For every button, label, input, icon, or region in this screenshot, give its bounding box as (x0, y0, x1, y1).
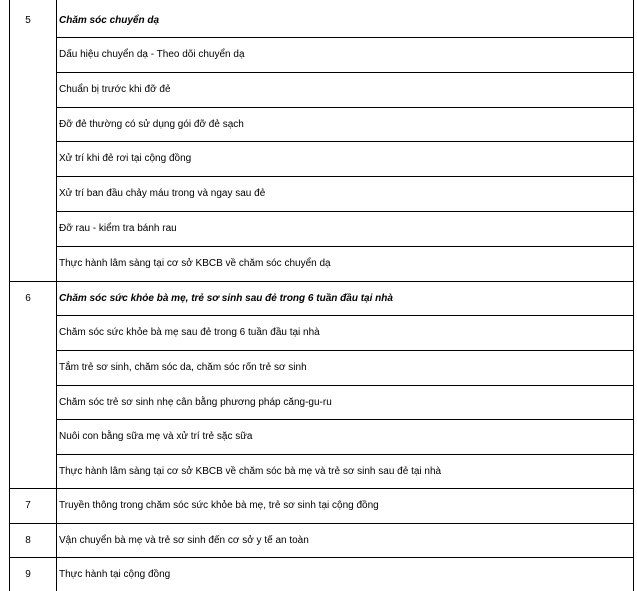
row-text: Vận chuyển bà mẹ và trẻ sơ sinh đến cơ sở y tế an toàn (59, 534, 309, 546)
section-title: Chăm sóc chuyển dạ (59, 14, 160, 26)
table-row (56, 419, 634, 453)
section-number: 5 (25, 14, 31, 26)
row-text: Tắm trẻ sơ sinh, chăm sóc da, chăm sóc rốn trẻ sơ sinh (59, 361, 307, 373)
table-row (56, 246, 634, 280)
row-text: Thực hành lâm sàng tại cơ sở KBCB về chăm sóc chuyển dạ (59, 257, 331, 269)
section-number: 8 (25, 534, 31, 546)
table-row (56, 315, 634, 349)
table-row (56, 141, 634, 175)
section-number: 7 (25, 499, 31, 511)
table-row (56, 385, 634, 419)
row-text: Đỡ rau - kiểm tra bánh rau (59, 222, 177, 234)
row-text: Truyền thông trong chăm sóc sức khỏe bà mẹ, trẻ sơ sinh tại cộng đồng (59, 499, 379, 511)
row-text: Nuôi con bằng sữa mẹ và xử trí trẻ sặc sữa (59, 430, 253, 442)
table-row (56, 72, 634, 106)
row-text: Đỡ đẻ thường có sử dụng gói đỡ đẻ sạch (59, 118, 244, 130)
row-text: Chăm sóc sức khỏe bà mẹ sau đẻ trong 6 tuần đầu tại nhà (59, 326, 320, 338)
row-text: Xử trí khi đẻ rơi tại cộng đồng (59, 152, 192, 164)
row-text: Dấu hiệu chuyển dạ - Theo dõi chuyển dạ (59, 48, 245, 60)
row-text: Chăm sóc trẻ sơ sinh nhẹ cân bằng phương pháp căng-gu-ru (59, 396, 332, 408)
table-row (56, 488, 634, 522)
section-number: 6 (25, 292, 31, 304)
row-text: Thực hành tại cộng đồng (59, 568, 171, 580)
table-row (56, 557, 634, 591)
section-title: Chăm sóc sức khỏe bà mẹ, trẻ sơ sinh sau đẻ trong 6 tuần đầu tại nhà (59, 292, 393, 304)
row-text: Thực hành lâm sàng tại cơ sở KBCB về chăm sóc bà mẹ và trẻ sơ sinh sau đẻ tại nhà (59, 465, 442, 477)
row-text: Xử trí ban đầu chảy máu trong và ngay sau đẻ (59, 187, 266, 199)
table-row (56, 176, 634, 210)
table-row (56, 211, 634, 245)
row-text: Chuẩn bị trước khi đỡ đẻ (59, 83, 171, 95)
table-row (56, 454, 634, 488)
section-title-row (56, 281, 634, 315)
table-row (56, 523, 634, 557)
table-row (56, 350, 634, 384)
table-row (56, 107, 634, 141)
section-number: 9 (25, 568, 31, 580)
section-title-row (56, 3, 634, 37)
table-row (56, 37, 634, 71)
